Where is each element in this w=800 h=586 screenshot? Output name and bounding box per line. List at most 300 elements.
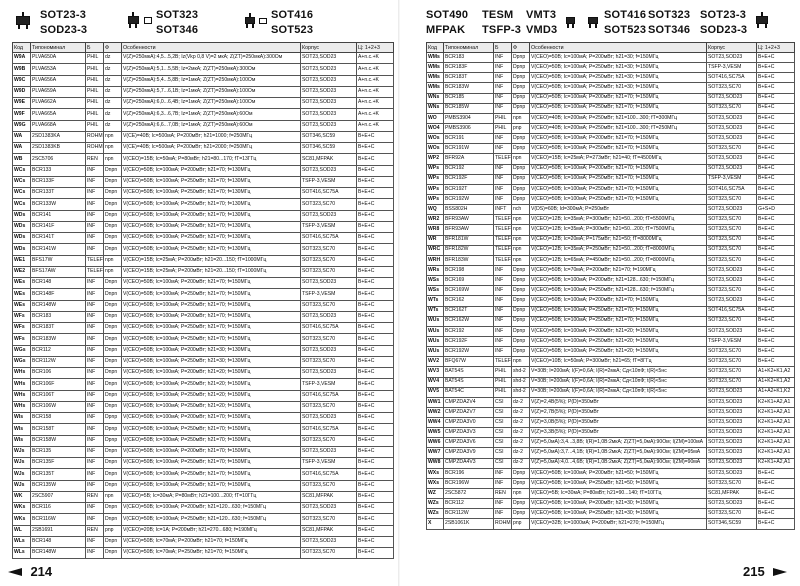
package-cell: SOT323,SC70 [707,367,757,377]
part-code-cell: WV2 [427,357,444,367]
pinout-cell: B+E+C [357,480,394,491]
table-row [13,424,394,435]
part-type-cell: 2SD1383KA [31,131,86,142]
pinout-cell: B+E+C [357,233,394,244]
package-cell: SOT416,SC75A [301,323,357,334]
specs-cell: V(CEO)=50В; Ic=100мА; P=200мВт; h21=128...630; f=150МГц [530,276,707,286]
specs-cell: V(CEO)=50В; Ic=100мА; P=250мВт; h21=70; f=150МГц [530,184,707,194]
table-row [427,245,795,255]
specs-cell: V(CEO)=50В; Ic=100мА; P=200мВт; h21=70; f=150МГц [530,134,707,144]
package-group-sot23 [12,4,137,42]
page-footer-left [8,563,52,579]
part-code-cell: WW1 [427,397,444,407]
manufacturer-cell: PHIL [494,113,512,123]
manufacturer-cell: INF [86,345,104,356]
pinout-cell: B+E+C [357,165,394,176]
part-code-cell: WJs [13,446,31,457]
table-row [427,286,795,296]
part-code-cell: WOs [427,144,444,154]
manufacturer-cell: INF [86,165,104,176]
table-row [427,336,795,346]
specs-cell: V(CEO)=50В; Ic=100мА; P=250мВт; h21=70; f=150МГц [122,435,301,446]
part-code-cell: WB [13,154,31,165]
table-row [13,199,394,210]
part-type-cell: BFR92A [444,154,494,164]
part-code-cell: WIs [13,413,31,424]
pinout-cell: B+E+C [357,458,394,469]
package-cell: SOT416,SC75A [707,184,757,194]
function-cell: Dnpn [104,368,122,379]
specs-cell: V(CEO)=50В; Ic=100мА; P=250мВт; h21=70; f=150МГц [122,469,301,480]
table-row [13,188,394,199]
part-type-cell: BCR148 [31,278,86,289]
specs-cell: V(CEO)=50В; Ic=100мА; P=250мВт; h21=30; f=130МГц [122,356,301,367]
part-code-cell: WR8 [427,225,444,235]
table-row [13,536,394,547]
part-type-cell: BCR141 [31,210,86,221]
package-name: SOT523 [271,24,314,36]
manufacturer-cell: INF [86,379,104,390]
function-cell: Dpnp [512,296,530,306]
column-header: Корпус [301,43,357,53]
part-type-cell: BCR158W [31,435,86,446]
part-code-cell: WW7 [427,448,444,458]
function-cell: Dnpn [104,176,122,187]
specs-cell: V(CEO)=50В; Ic=100мА; P=200мВт; h21=120...630; f=150МГц [122,503,301,514]
part-type-cell: PMBS3904 [444,113,494,123]
function-cell: dz-2 [512,458,530,468]
function-cell: pnp [512,519,530,529]
manufacturer-cell: INFT [494,205,512,215]
specs-cell: V(CEO)=50В; Ic=100мА; P=200мВт; h21=70; f=130МГц [122,210,301,221]
part-type-cell: BCR162W [444,316,494,326]
specs-cell: V(CEO)=50В; Ic=100мА; P=200мВт; h21=70; f=150МГц [530,164,707,174]
table-row [13,469,394,480]
function-cell: Dpnp [104,435,122,446]
column-header: Типономинал [444,43,494,53]
manufacturer-cell: INF [494,164,512,174]
part-code-cell: WHs [13,368,31,379]
manufacturer-cell: ROHM [494,519,512,529]
table-row [427,164,795,174]
part-type-cell: BCR135 [31,446,86,457]
part-code-cell: WEs [13,289,31,300]
function-cell: Dnpn [104,356,122,367]
table-row [427,367,795,377]
package-name: SOT323 [648,9,691,21]
table-row [13,109,394,120]
table-row [13,413,394,424]
specs-cell: V(CEO)=50В; Ic=100мА; P=250мВт; h21=70; f=130МГц [122,176,301,187]
part-type-cell: BAT54S [444,367,494,377]
table-row [427,113,795,123]
pinout-cell: B+E+C [757,316,795,326]
part-type-cell: BCR192T [444,184,494,194]
package-cell: SOT323,SC70 [707,377,757,387]
function-cell: Dnpn [104,401,122,412]
pinout-cell: B+E+C [757,265,795,275]
part-type-cell: BCR198 [444,265,494,275]
part-code-cell: WMs [427,53,444,63]
part-code-cell: WV4 [427,377,444,387]
package-cell: SOT346,SC59 [301,131,357,142]
function-cell: Dnpn [104,311,122,322]
sot346-package-icon [144,17,152,24]
function-cell: npn [512,357,530,367]
part-type-cell: BCR183W [31,334,86,345]
function-cell: shd-2 [512,377,530,387]
package-cell: SOT23,SOD23 [301,86,357,97]
manufacturer-cell: INF [86,356,104,367]
package-cell: SOT323,SC70 [301,334,357,345]
part-code-cell: WV3 [427,367,444,377]
table-row [13,233,394,244]
manufacturer-cell: INF [86,199,104,210]
package-cell: SOT23,SOD23 [707,93,757,103]
package-cell: SOT323,SC70 [707,245,757,255]
part-code-cell: WE1 [13,255,31,266]
function-cell: Dpnp [512,286,530,296]
part-type-cell: BCR169 [444,276,494,286]
manufacturer-cell: INF [86,311,104,322]
package-name: TESM [482,9,514,21]
specs-cell: V(CEO)=40В; Ic=200мА; P=250мВт; h21=100...300; fT=300МГц [530,113,707,123]
specs-cell: V(CEO)=50В; Ic=100мА; P=200мВт; h21=30; f=150МГц [530,499,707,509]
table-row [13,334,394,345]
specs-cell: V(CEO)=50В; Ic=100мА; P=250мВт; h21=70; f=130МГц [122,244,301,255]
package-cell: SOT23,SOD23 [707,53,757,63]
package-cell: SOT416,SC75A [301,424,357,435]
part-code-cell: WMs [427,63,444,73]
table-row [427,255,795,265]
column-header: Код [427,43,444,53]
specs-cell: V(CEO)=50В; Ic=100мА; P=250мВт; h21=70; f=150МГц [530,174,707,184]
part-type-cell: BCR141T [31,233,86,244]
manufacturer-cell: INF [86,469,104,480]
package-cell: SOT323,SC70 [707,286,757,296]
specs-cell: V(CEO)=50В; Ic=100мА; P=250мВт; h21=70; f=150МГц [122,323,301,334]
package-cell: SOT23,SOD23 [707,276,757,286]
function-cell: npn [512,245,530,255]
specs-cell: V(CEO)=50В; Ic=100мА; P=250мВт; h21=70; f=150МГц [530,306,707,316]
part-type-cell: BCR191W [444,144,494,154]
function-cell: Dnpn [104,480,122,491]
table-row [13,86,394,97]
package-name: SOT490 [426,9,469,21]
package-cell: SOT23,SOD23 [707,113,757,123]
table-row [427,458,795,468]
function-cell: Dnpn [104,345,122,356]
package-group-tesm [482,4,532,42]
part-type-cell: BCR148W [31,548,86,559]
pinout-cell: B+E+C [357,255,394,266]
part-type-cell: CMPZDA3V9 [444,448,494,458]
part-type-cell: BCR112W [444,509,494,519]
package-name: TSFP-3 [482,24,522,36]
pinout-cell: B+E+C [357,154,394,165]
pinout-cell: B+E+C [757,357,795,367]
part-type-cell: BCR106 [31,368,86,379]
table-row [13,255,394,266]
package-cell: SOT23,SOD23 [301,64,357,75]
package-cell: SC81,MFPAK [301,491,357,502]
table-row [13,458,394,469]
part-code-cell: WGs [13,356,31,367]
page-number: 215 [743,564,765,579]
part-type-cell: BCR112 [444,499,494,509]
manufacturer-cell: INF [494,83,512,93]
right-page [400,0,800,586]
part-code-cell: WPs [427,164,444,174]
specs-cell: V(CEO)=50В; Ic=100мА; P=250мВт; h21=70; f=150МГц [122,458,301,469]
specs-cell: V(CEO)=50В; Ic=100мА; P=200мВт; h21=20; f=150МГц [122,368,301,379]
package-cell: SOT346,SC59 [707,519,757,529]
manufacturer-cell: CSI [494,397,512,407]
pinout-cell: B+E+C [757,296,795,306]
part-code-cell: WCs [13,199,31,210]
pinout-cell: B+E+C [757,326,795,336]
pinout-cell: B+E+C [757,235,795,245]
table-row [427,184,795,194]
package-cell: SOT23,SOD23 [301,345,357,356]
manufacturer-cell: INF [494,184,512,194]
part-code-cell: WNs [427,103,444,113]
package-cell: SOT323,SC70 [707,215,757,225]
table-row [427,123,795,133]
package-cell: TSFP-3,VESM [301,289,357,300]
pinout-cell: B+E+C [757,93,795,103]
part-code-cell: WIs [13,435,31,446]
sot416-package-icon [588,17,598,24]
pinout-cell: A+n.c.+K [357,98,394,109]
pinout-cell: B+E+C [757,286,795,296]
part-type-cell: BCR158 [31,413,86,424]
manufacturer-cell: INF [494,306,512,316]
specs-cell: V(Z)=250мкА):5,1...5,5В; Iz=2мкА; Z(ZT)=250мкА):300Ом [122,64,301,75]
pinout-cell: B+E+C [357,221,394,232]
manufacturer-cell: INF [86,480,104,491]
pinout-cell: B+E+C [757,53,795,63]
package-name: SOT416 [604,9,647,21]
manufacturer-cell: INF [494,276,512,286]
part-type-cell: BCR169W [444,286,494,296]
pinout-cell: B+E+C [357,368,394,379]
pinout-cell: B+E+C [757,347,795,357]
part-code-cell: WSs [427,276,444,286]
part-code-cell: WHs [13,401,31,412]
column-header: Б [86,43,104,53]
part-code-cell: WOs [427,134,444,144]
manufacturer-cell: CSI [494,407,512,417]
function-cell: Dnpn [104,210,122,221]
part-code-cell: WMs [427,83,444,93]
manufacturer-cell: INF [86,221,104,232]
pinout-cell: B+E+C [357,536,394,547]
part-type-cell: CMPZDA3V6 [444,438,494,448]
pinout-cell: B+E+C [757,63,795,73]
part-code-cell: WW2 [427,407,444,417]
table-row [13,356,394,367]
specs-cell: V(CEO)=50В; Ic=100мА; P=250мВт; h21=70; f=150МГц [530,194,707,204]
part-code-cell: WW4 [427,418,444,428]
pinout-cell: B+E+C [357,210,394,221]
function-cell: Dpnp [512,499,530,509]
function-cell: Dnpn [104,390,122,401]
pinout-cell: B+E+C [357,131,394,142]
part-code-cell: WIs [13,424,31,435]
table-row [13,244,394,255]
manufacturer-cell: CSI [494,448,512,458]
part-type-cell: BCR158T [31,424,86,435]
function-cell: dz [104,64,122,75]
specs-cell: V(CEO)=15В; Ic=25мА; P=273мВт; h21=40; fT=4500МГц [530,154,707,164]
package-cell: SOT323,SC70 [707,357,757,367]
specs-cell: V(CEO)=50В; Ic=100мА; P=200мВт; h21=70; f=150МГц [122,446,301,457]
manufacturer-cell: INF [86,446,104,457]
function-cell: Dpnp [512,144,530,154]
pinout-cell: B+E+C [757,276,795,286]
function-cell: npn [104,266,122,277]
table-row [13,300,394,311]
table-row [13,143,394,154]
pinout-cell: A1+K2+K1,A2 [757,377,795,387]
specs-cell: V(DS)=60В; Id=300мА; P=250мВт [530,205,707,215]
package-cell: SC81,MFPAK [301,525,357,536]
pinout-cell: B+E+C [357,435,394,446]
specs-cell: V(CEO)=12В; Ic=65мА; P=450мВт; h21=50...200; fT=8000МГц [530,255,707,265]
package-cell: SOT323,SC70 [707,235,757,245]
part-type-cell: PMBS3906 [444,123,494,133]
function-cell: dz [104,86,122,97]
specs-cell: V(CEO)=50В; Ic=100мА; P=250мВт; h21=70; f=150МГц [122,289,301,300]
specs-cell: V(CEO)=50В; Ic=100мА; P=200мВт; h21=70; f=150МГц [530,93,707,103]
part-type-cell: PLVA653A [31,64,86,75]
left-arrow-icon [8,568,22,576]
specs-cell: V=30В; I=200мА; I(F)=0,6А; I(R)=2мкА; Cд<10пФ; t(R)<5нс [530,367,707,377]
part-type-cell: CMPZDA4V3 [444,458,494,468]
pinout-cell: A+n.c.+K [357,86,394,97]
package-cell: SOT323,SC70 [707,144,757,154]
column-header: Особенности [530,43,707,53]
package-group-sot323 [122,4,247,42]
table-row [427,265,795,275]
package-cell: SOT23,SOD23 [707,407,757,417]
pinout-cell: B+E+C [357,424,394,435]
specs-cell: V(CEO)=50В; Ic=100мА; P=250мВт; h21=70; f=130МГц [122,233,301,244]
part-code-cell: W9C [13,75,31,86]
specs-cell: V(CEO)=15В; Ic=25мА; P=200мВт; h21=20...150; fT=1000МГц [122,255,301,266]
part-code-cell: WEs [13,300,31,311]
column-header: Корпус [707,43,757,53]
column-header: Ф [104,43,122,53]
part-code-cell: WJs [13,469,31,480]
package-cell: SOT323,SC70 [301,548,357,559]
function-cell: Dnpn [104,446,122,457]
part-type-cell: CMPZDA2V7 [444,407,494,417]
package-cell: TSFP-3,VESM [707,174,757,184]
part-type-cell: BCR183T [31,323,86,334]
specs-cell: V(CEO)=50В; Ic=70мА; P=200мВт; h21=70; f=150МГц [122,536,301,547]
specs-cell: V(Z)=5,0мА):4,0...4,6В; I(R)=1,0В:2мкА; Z(ZT)=5,0мА):90Ом; I(ZM)=90мА [530,458,707,468]
pinout-cell: B+E+C [357,548,394,559]
part-code-cell: WDs [13,244,31,255]
function-cell: npn [512,255,530,265]
part-type-cell: BCR185 [444,93,494,103]
pinout-cell: B+E+C [357,379,394,390]
pinout-cell: B+E+C [757,144,795,154]
table-row [13,435,394,446]
manufacturer-cell: PHIL [86,120,104,131]
column-header: Б [494,43,512,53]
manufacturer-cell: INF [86,548,104,559]
part-code-cell: WRH [427,255,444,265]
manufacturer-cell: INF [494,478,512,488]
table-row [13,480,394,491]
part-type-cell: 2SB1061K [444,519,494,529]
function-cell: dz [104,109,122,120]
manufacturer-cell: PHIL [494,387,512,397]
part-type-cell: BCR148 [31,536,86,547]
function-cell: Dnpn [104,503,122,514]
part-code-cell: WDs [13,221,31,232]
function-cell: Dpnp [512,174,530,184]
specs-cell: V(CEO)=15В; Ic=25мА; P=200мВт; h21=20...150; fT=1000МГц [122,266,301,277]
part-type-cell: CMPZDA3V3 [444,428,494,438]
manufacturer-cell: INF [494,509,512,519]
pinout-cell: A+n.c.+K [357,75,394,86]
part-code-cell: WR [427,235,444,245]
package-cell: SOT323,SC70 [301,244,357,255]
package-cell: TSFP-3,VESM [301,379,357,390]
part-type-cell: BCR116W [31,514,86,525]
table-row [427,205,795,215]
part-code-cell: WCs [13,188,31,199]
pinout-cell: B+E+C [357,446,394,457]
specs-cell: V(CEO)=50В; Ic=100мА; P=250мВт; h21=20; f=150МГц [530,347,707,357]
manufacturer-cell: INF [494,296,512,306]
function-cell: Dpnp [512,73,530,83]
specs-cell: V(CEO)=20В; Ic=1А; P=200мВт; h21=270...680; f=190МГц [122,525,301,536]
pinout-cell: B+E+C [757,73,795,83]
specs-cell: V(CEO)=12В; Ic=35мА; P=250мВт; h21=50...200; fT=8000МГц [530,245,707,255]
function-cell: dz [104,53,122,64]
package-cell: SOT23,SOD23 [707,164,757,174]
function-cell: Dnpn [104,514,122,525]
manufacturer-cell: INF [86,188,104,199]
part-code-cell: WMs [427,73,444,83]
specs-cell: V(CEO)=50В; Ic=100мА; P=250мВт; h21=20; f=150МГц [530,336,707,346]
part-code-cell: WTs [427,306,444,316]
table-row [13,75,394,86]
part-code-cell: WW6 [427,438,444,448]
package-cell: TSFP-3,VESM [707,336,757,346]
function-cell: Dnpn [104,278,122,289]
function-cell: npn [104,491,122,502]
pinout-cell: B+E+C [357,176,394,187]
package-name: VMD3 [526,24,558,36]
table-row [427,53,795,63]
manufacturer-cell: INF [86,323,104,334]
function-cell: Dnpn [104,300,122,311]
part-code-cell: WRC [427,245,444,255]
manufacturer-cell: TELEF [86,255,104,266]
manufacturer-cell: INF [86,368,104,379]
specs-cell: V(CEO)=50В; Ic=100мА; P=200мВт; h21=50; f=150МГц [530,468,707,478]
function-cell: Dnpn [104,548,122,559]
pinout-cell: B+E+C [357,244,394,255]
table-row [427,103,795,113]
manufacturer-cell: INF [494,103,512,113]
